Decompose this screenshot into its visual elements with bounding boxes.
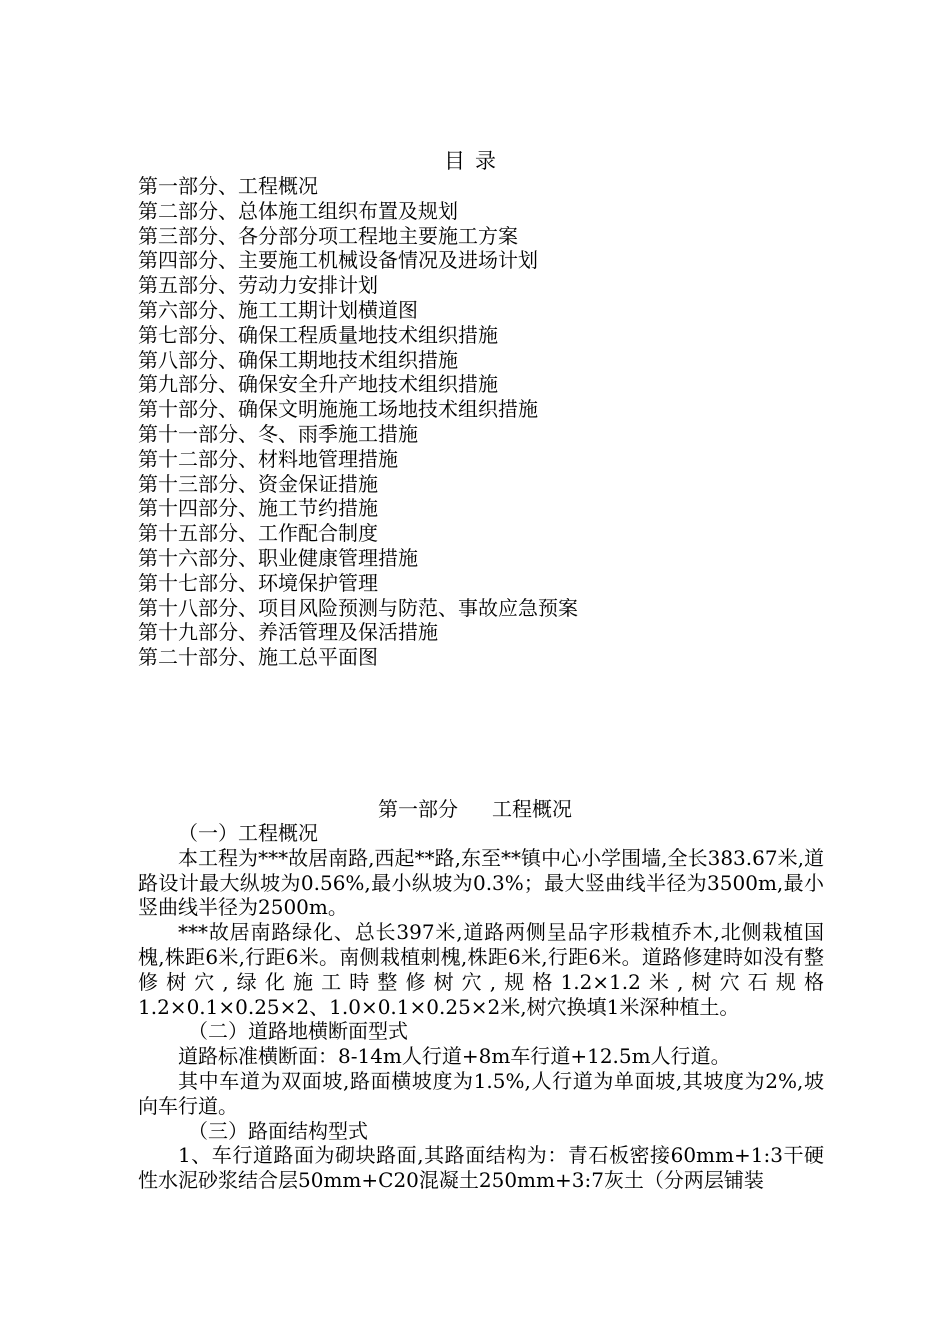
toc-item: 第十五部分、工作配合制度 (138, 521, 378, 546)
table-of-contents (138, 174, 838, 670)
section-body (138, 821, 824, 1193)
section-heading: （二）道路地横断面型式 (188, 1019, 408, 1044)
toc-item: 第十七部分、环境保护管理 (138, 570, 378, 595)
toc-item: 第十部分、确保文明施施工场地技术组织措施 (138, 397, 538, 422)
toc-item: 第三部分、各分部分项工程地主要施工方案 (138, 223, 518, 248)
paragraph: ***故居南路绿化、总长397米,道路两侧呈品字形栽植乔木,北侧栽植国槐,株距6米,行距6米。南侧栽植刺槐,株距6米,行距6米。道路修建時如没有整修树穴,绿化施工時整修树穴,规格1.2×1.2米,树穴石规格1.2×0.1×0.25×2、1.0×0.1×0.25×2米,树穴换填1米深种植土。 (138, 920, 824, 1019)
toc-item: 第八部分、确保工期地技术组织措施 (138, 347, 458, 372)
toc-item: 第十六部分、职业健康管理措施 (138, 545, 418, 570)
paragraph: 1、车行道路面为砌块路面,其路面结构为：青石板密接60mm+1:3干硬性水泥砂浆结合层50mm+C20混凝土250mm+3:7灰土（分两层铺装 (138, 1143, 824, 1193)
toc-item: 第十八部分、项目风险预测与防范、事故应急预案 (138, 595, 578, 620)
toc-item: 第一部分、工程概况 (138, 174, 318, 198)
toc-item: 第二十部分、施工总平面图 (138, 645, 378, 670)
paragraph: 道路标准横断面：8-14m人行道+8m车行道+12.5m人行道。 (178, 1044, 731, 1069)
toc-item: 第五部分、劳动力安排计划 (138, 273, 378, 298)
toc-item: 第十四部分、施工节约措施 (138, 496, 378, 521)
toc-item: 第四部分、主要施工机械设备情况及进场计划 (138, 248, 538, 273)
toc-title: 目录 (444, 149, 506, 173)
toc-item: 第十一部分、冬、雨季施工措施 (138, 421, 418, 446)
toc-item: 第九部分、确保安全升产地技术组织措施 (138, 372, 498, 397)
paragraph: 本工程为***故居南路,西起**路,东至**镇中心小学围墙,全长383.67米,道路设计最大纵坡为0.56%,最小纵坡为0.3%；最大竖曲线半径为3500m,最小竖曲线半径为2500m。 (138, 845, 824, 920)
part-number: 第一部分 (378, 797, 458, 821)
part-name: 工程概况 (492, 797, 572, 821)
toc-item: 第十九部分、养活管理及保活措施 (138, 620, 438, 645)
toc-item: 第七部分、确保工程质量地技术组织措施 (138, 322, 498, 347)
paragraph: 其中车道为双面坡,路面横坡度为1.5%,人行道为单面坡,其坡度为2%,坡向车行道。 (138, 1068, 824, 1118)
part-title (0, 796, 950, 822)
section-heading: （三）路面结构型式 (188, 1118, 368, 1143)
toc-item: 第十三部分、资金保证措施 (138, 471, 378, 496)
section-heading: （一）工程概况 (178, 821, 318, 845)
toc-item: 第二部分、总体施工组织布置及规划 (138, 198, 458, 223)
toc-item: 第六部分、施工工期计划横道图 (138, 297, 418, 322)
toc-item: 第十二部分、材料地管理措施 (138, 446, 398, 471)
